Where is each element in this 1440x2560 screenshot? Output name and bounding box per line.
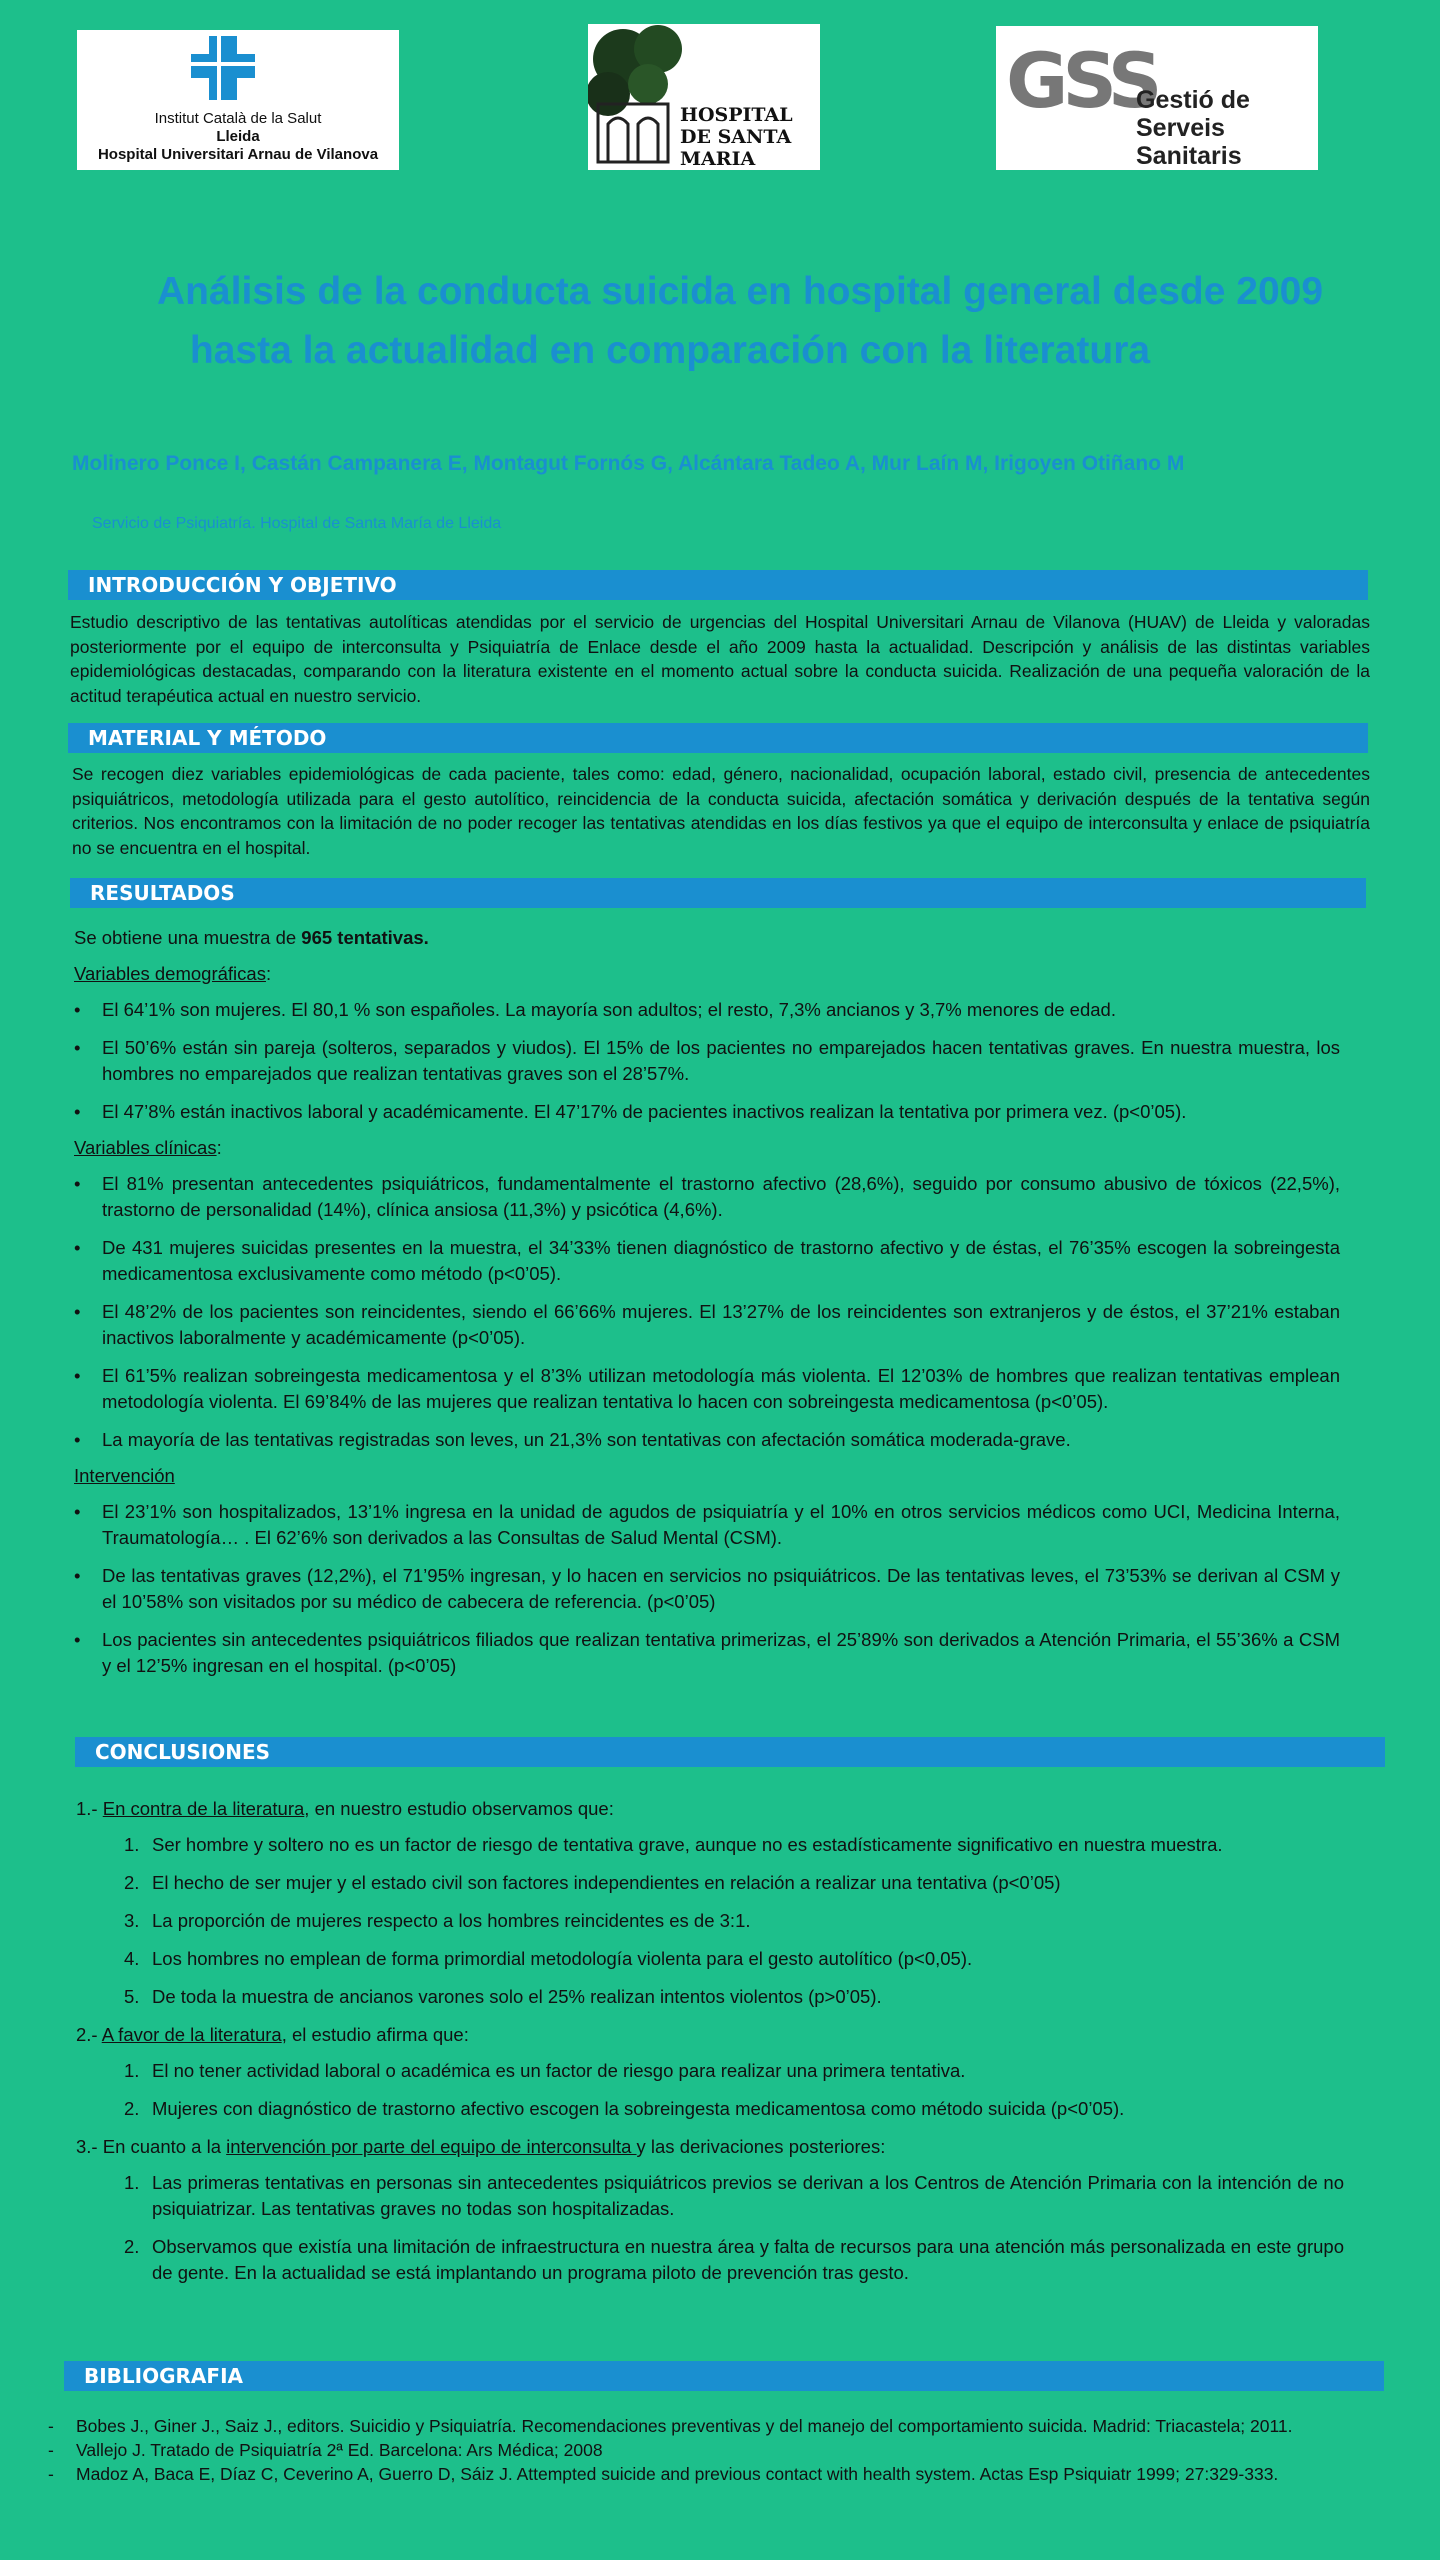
c1-prefix: 1.- [76,1798,103,1819]
c2-suffix: , el estudio afirma que: [281,2024,469,2045]
list-item: • El 64’1% son mujeres. El 80,1 % son españoles. La mayoría son adultos; el resto, 7,3% ancianos y 3,7% menores de edad. [74,997,1340,1023]
c1-underlined: En contra de la literatura [102,1798,305,1819]
sample-line [74,925,1340,951]
hsm-logo-line1: HOSPITAL [680,104,793,126]
list-item: • El 81% presentan antecedentes psiquiátricos, fundamentalmente el trastorno afectivo (28,6%), seguido por consumo abusivo de tóxicos (22,5%), trastorno de personalidad (14%), clínica ansiosa (11,3%) y psicótica (4,6%). [74,1171,1340,1223]
service-affiliation: Servicio de Psiquiatría. Hospital de Santa María de Lleida [92,515,502,532]
item-number: 4. [124,1948,140,1969]
gss-logo [996,26,1318,170]
item-text: El no tener actividad laboral o académica es un factor de riesgo para realizar una primera tentativa. [152,2060,966,2081]
intervention-title: Intervención [74,1465,175,1486]
hsm-logo-line2: DE SANTA MARIA [680,126,792,170]
conclusions-header: CONCLUSIONES [75,1737,1385,1767]
sample-count: 965 tentativas. [301,927,429,948]
poster-title [70,262,1410,380]
ics-logo-line2: Lleida [216,128,260,145]
ics-logo-line3: Hospital Universitari Arnau de Vilanova [97,146,379,163]
clinical-title: Variables clínicas [74,1137,217,1158]
list-item [124,2096,1344,2122]
item-text: El hecho de ser mujer y el estado civil son factores independientes en relación a realizar una tentativa (p<0’05) [152,1872,1061,1893]
gss-logo-letters: GSS [1006,36,1157,125]
item-number: 3. [124,1910,140,1931]
item-number: 5. [124,1986,140,2007]
list-item: • De las tentativas graves (12,2%), el 71’95% ingresan, y lo hacen en servicios no psiquiátricos. De las tentativas leves, el 73’53% se derivan al CSM y el 10’58% son visitados por su médico de cabecera de referencia. (p<0’05) [74,1563,1340,1615]
method-header: MATERIAL Y MÉTODO [68,723,1368,753]
sample-prefix: Se obtiene una muestra de [74,927,302,948]
list-item: • El 50’6% están sin pareja (solteros, separados y viudos). El 15% de los pacientes no emparejados hacen tentativas graves. En nuestra muestra, los hombres no emparejados que realizan tentativas graves son el 28’57%. [74,1035,1340,1087]
demographics-title: Variables demográficas [74,963,266,984]
c3-list [76,2170,1344,2286]
item-number: 1. [124,2060,140,2081]
c2-prefix: 2.- [76,2024,102,2045]
ics-logo [77,30,399,170]
title-line2: hasta la actualidad en comparación con la literatura [189,329,1151,372]
list-item [124,1946,1344,1972]
item-number: 1. [124,2172,140,2193]
bibliography-list [46,2414,1426,2486]
list-item [124,2170,1344,2222]
method-text: Se recogen diez variables epidemiológicas de cada paciente, tales como: edad, género, nacionalidad, ocupación laboral, estado civil, presencia de antecedentes psiquiátricos, metodología utilizada para el gesto autolítico, reincidencia de la conducta suicida, afectación somática y derivación después de la tentativa según criterios. Nos encontramos con la limitación de no poder recoger las tentativas atendidas en los días festivos ya que el equipo de interconsulta y enlace de psiquiatría no se encuentra en el hospital. [72,764,1370,858]
c1-suffix: , en nuestro estudio observamos que: [304,1798,614,1819]
bibliography-item: - Bobes J., Giner J., Saiz J., editors. Suicidio y Psiquiatría. Recomendaciones preventivas y del manejo del comportamiento suicida. Madrid: Triacastela; 2011. [46,2414,1426,2438]
clinical-list [74,1171,1340,1453]
item-text: Los hombres no emplean de forma primordial metodología violenta para el gesto autolítico (p<0,05). [152,1948,973,1969]
c3-suffix: y las derivaciones posteriores: [636,2136,886,2157]
item-text: De toda la muestra de ancianos varones solo el 25% realizan intentos violentos (p>0’05). [152,1986,882,2007]
intervention-list [74,1499,1340,1679]
item-number: 2. [124,2098,140,2119]
results-header: RESULTADOS [70,878,1366,908]
title-line1: Análisis de la conducta suicida en hospital general desde 2009 [156,270,1324,313]
list-item: • El 48’2% de los pacientes son reincidentes, siendo el 66’66% mujeres. El 13’27% de los reincidentes son extranjeros y de éstos, el 37’21% estaban inactivos laboralmente y académicamente (p<0’05). [74,1299,1340,1351]
c3-underlined: intervención por parte del equipo de interconsulta [226,2136,637,2157]
item-number: 1. [124,1834,140,1855]
bibliography-item: - Vallejo J. Tratado de Psiquiatría 2ª Ed. Barcelona: Ars Médica; 2008 [46,2438,1426,2462]
demographics-list [74,997,1340,1125]
list-item [124,1984,1344,2010]
c1-list [76,1832,1344,2010]
list-item [124,1870,1344,1896]
c2-underlined: A favor de la literatura [101,2024,282,2045]
item-text: Ser hombre y soltero no es un factor de riesgo de tentativa grave, aunque no es estadísticamente significativo en nuestra muestra. [152,1834,1223,1855]
gss-logo-line1: Gestió de [1136,86,1250,114]
list-item [124,2058,1344,2084]
list-item: • El 23’1% son hospitalizados, 13’1% ingresa en la unidad de agudos de psiquiatría y el 10% en otros servicios médicos como UCI, Medicina Interna, Traumatología… . El 62’6% son derivados a las Consultas de Salud Mental (CSM). [74,1499,1340,1551]
bibliography-header: BIBLIOGRAFIA [64,2361,1384,2391]
item-number: 2. [124,1872,140,1893]
intro-text: Estudio descriptivo de las tentativas autolíticas atendidas por el servicio de urgencias del Hospital Universitari Arnau de Vilanova (HUAV) de Lleida y valoradas posteriormente por el equipo de interconsulta y Psiquiatría de Enlace desde el año 2009 hasta la actualidad. Descripción y análisis de las distintas variables epidemiológicas destacadas, comparando con la literatura existente en el momento actual sobre la conducta suicida. Realización de una pequeña valoración de la actitud terapéutica actual en nuestro servicio. [70,612,1370,706]
conclusions-body [76,1796,1344,2286]
list-item [124,1908,1344,1934]
item-text: Mujeres con diagnóstico de trastorno afectivo escogen la sobreingesta medicamentosa como método suicida (p<0’05). [152,2098,1125,2119]
gss-logo-line2: Serveis Sanitaris [1136,114,1242,170]
c3-prefix: 3.- En cuanto a la [76,2136,227,2157]
item-text: La proporción de mujeres respecto a los hombres reincidentes es de 3:1. [152,1910,751,1931]
list-item: • De 431 mujeres suicidas presentes en la muestra, el 34’33% tienen diagnóstico de trastorno afectivo y de éstas, el 76’35% escogen la sobreingesta medicamentosa exclusivamente como método (p<0’05). [74,1235,1340,1287]
list-item: • La mayoría de las tentativas registradas son leves, un 21,3% son tentativas con afectación somática moderada-grave. [74,1427,1340,1453]
bibliography-item: - Madoz A, Baca E, Díaz C, Ceverino A, Guerro D, Sáiz J. Attempted suicide and previous contact with health system. Actas Esp Psiquiatr 1999; 27:329-333. [46,2462,1426,2486]
item-text: Las primeras tentativas en personas sin antecedentes psiquiátricos previos se derivan a los Centros de Atención Primaria con la intención de no psiquiatrizar. Las tentativas graves no todas son hospitalizadas. [152,2172,1344,2219]
list-item: • El 61’5% realizan sobreingesta medicamentosa y el 8’3% utilizan metodología más violenta. El 12’03% de hombres que realizan tentativas emplean metodología violenta. El 69’84% de las mujeres que realizan tentativa lo hacen con sobreingesta medicamentosa (p<0’05). [74,1363,1340,1415]
list-item: • Los pacientes sin antecedentes psiquiátricos filiados que realizan tentativa primerizas, el 25’89% son derivados a Atención Primaria, el 55’36% a CSM y el 12’5% ingresan en el hospital. (p<0’05) [74,1627,1340,1679]
item-text: Observamos que existía una limitación de infraestructura en nuestra área y falta de recursos para una atención más personalizada en este grupo de gente. En la actualidad se está implantando un programa piloto de prevención tras gesto. [152,2236,1344,2283]
item-number: 2. [124,2236,140,2257]
list-item [124,1832,1344,1858]
c2-list [76,2058,1344,2122]
intro-header: INTRODUCCIÓN Y OBJETIVO [68,570,1368,600]
results-body: Se obtiene una muestra de 965 tentativas. Variables demográficas: • El 64’1% son mujeres. El 80,1 % son españoles. La mayoría son adultos; el resto, 7,3% ancianos y 3,7% menores de edad. • El 50’6% están sin pareja (solteros, separados y viudos). El 15% de los pacientes no emparejados hacen tentativas graves. En nuestra muestra, los hombres no emparejados que realizan tentativas graves son el 28’57%. • El 47’8% están inactivos laboral y académicamente. El 47’17% de pacientes inactivos realizan la tentativa por primera vez. (p<0’05). Variables clínicas: • El 81% presentan antecedentes psiquiátricos, fundamentalmente el trastorno afectivo (28,6%), seguido por consumo abusivo de tóxicos (22,5%), trastorno de personalidad (14%), clínica ansiosa (11,3%) y psicótica (4,6%). • De 431 mujeres suicidas presentes en la muestra, el 34’33% tienen diagnóstico de trastorno afectivo y de éstas, el 76’35% escogen la sobreingesta medicamentosa exclusivamente como método (p<0’05). • El 48’2% de los pacientes son reincidentes, siendo el 66’66% mujeres. El 13’27% de los reincidentes son extranjeros y de éstos, el 37’21% estaban inactivos laboralmente y académicamente (p<0’05). • El 61’5% realizan sobreingesta medicamentosa y el 8’3% utilizan metodología más violenta. El 12’03% de hombres que realizan tentativas emplean metodología violenta. El 69’84% de las mujeres que realizan tentativa lo hacen con sobreingesta medicamentosa (p<0’05). • La mayoría de las tentativas registradas son leves, un 21,3% son tentativas con afectación somática moderada-grave. Intervención • El 23’1% son hospitalizados, 13’1% ingresa en la unidad de agudos de psiquiatría y el 10% en otros servicios médicos como UCI, Medicina Interna, Traumatología… . El 62’6% son derivados a las Consultas de Salud Mental (CSM). • De las tentativas graves (12,2%), el 71’95% ingresan, y lo hacen en servicios no psiquiátricos. De las tentativas leves, el 73’53% se derivan al CSM y el 10’58% son visitados por su médico de cabecera de referencia. (p<0’05) • Los pacientes sin antecedentes psiquiátricos filiados que realizan tentativa primerizas, el 25’89% son derivados a Atención Primaria, el 55’36% a CSM y el 12’5% ingresan en el hospital. (p<0’05) [74,925,1340,1679]
authors: Molinero Ponce I, Castán Campanera E, Montagut Fornós G, Alcántara Tadeo A, Mur Laín M, Irigoyen Otiñano M [72,452,1185,475]
list-item: • El 47’8% están inactivos laboral y académicamente. El 47’17% de pacientes inactivos realizan la tentativa por primera vez. (p<0’05). [74,1099,1340,1125]
hospital-santa-maria-logo [588,24,820,170]
ics-logo-line1: Institut Català de la Salut [154,110,322,127]
list-item [124,2234,1344,2286]
